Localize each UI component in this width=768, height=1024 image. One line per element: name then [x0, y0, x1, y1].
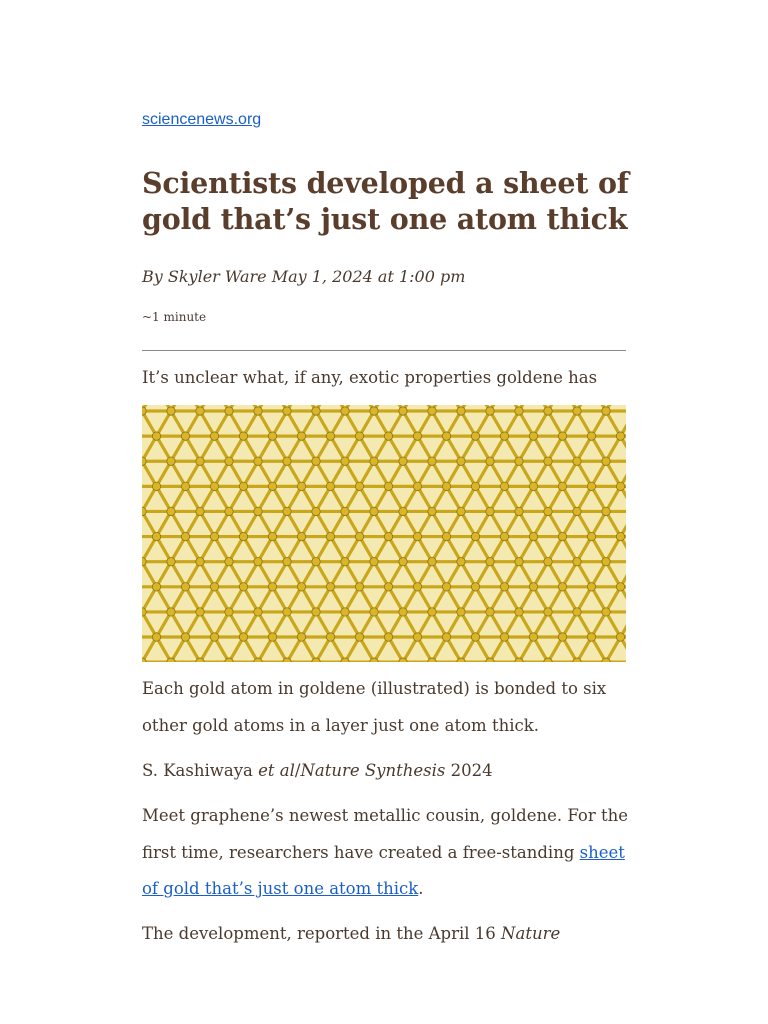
gold-atom — [544, 608, 552, 616]
gold-atom — [355, 532, 363, 540]
gold-atom — [326, 482, 334, 490]
gold-atom — [573, 457, 581, 465]
credit-year: 2024 — [445, 761, 493, 780]
gold-atom — [181, 633, 189, 641]
gold-atom — [196, 557, 204, 565]
gold-atom — [210, 583, 218, 591]
gold-atom — [442, 432, 450, 440]
gold-atom — [602, 507, 610, 515]
gold-atom — [573, 608, 581, 616]
gold-atom — [355, 633, 363, 641]
gold-atom — [196, 457, 204, 465]
gold-atom — [413, 583, 421, 591]
gold-atom — [457, 608, 465, 616]
gold-atom — [196, 507, 204, 515]
article-subhead: It’s unclear what, if any, exotic properties goldene has — [142, 368, 598, 387]
gold-atom — [196, 608, 204, 616]
gold-atom — [442, 583, 450, 591]
gold-atom — [283, 608, 291, 616]
gold-atom — [515, 507, 523, 515]
gold-atom — [515, 608, 523, 616]
gold-atom — [326, 583, 334, 591]
gold-atom — [297, 432, 305, 440]
gold-atom — [181, 583, 189, 591]
gold-atom — [558, 532, 566, 540]
gold-atom — [312, 407, 320, 415]
gold-atom — [254, 507, 262, 515]
gold-atom — [152, 532, 160, 540]
paragraph-2 — [142, 916, 632, 953]
gold-atom — [486, 557, 494, 565]
gold-atom — [587, 482, 595, 490]
gold-atom — [239, 583, 247, 591]
gold-atom — [573, 557, 581, 565]
gold-atom — [529, 532, 537, 540]
gold-atom — [486, 457, 494, 465]
gold-atom — [616, 432, 624, 440]
gold-atom — [486, 608, 494, 616]
gold-atom — [355, 482, 363, 490]
gold-atom — [370, 507, 378, 515]
gold-atom — [486, 407, 494, 415]
gold-atom — [529, 432, 537, 440]
gold-atom — [573, 507, 581, 515]
gold-atom — [544, 407, 552, 415]
gold-atom — [225, 557, 233, 565]
gold-atom — [602, 407, 610, 415]
gold-atom — [326, 432, 334, 440]
article-title: Scientists developed a sheet of gold that’s just one atom thick — [142, 166, 629, 236]
gold-atom — [142, 407, 146, 415]
divider — [142, 350, 626, 351]
credit-journal: Nature Synthesis — [300, 761, 446, 780]
lattice-illustration — [142, 405, 626, 662]
gold-atom — [399, 407, 407, 415]
gold-atom — [602, 557, 610, 565]
gold-atom — [428, 457, 436, 465]
gold-atom — [341, 557, 349, 565]
gold-atom — [210, 432, 218, 440]
gold-atom — [544, 457, 552, 465]
gold-atom — [167, 507, 175, 515]
gold-atom — [500, 633, 508, 641]
gold-atom — [370, 457, 378, 465]
gold-atom — [268, 633, 276, 641]
gold-atom — [384, 432, 392, 440]
gold-atom — [254, 557, 262, 565]
gold-atom — [142, 507, 146, 515]
gold-atom — [587, 432, 595, 440]
gold-atom — [384, 583, 392, 591]
gold-atom — [500, 583, 508, 591]
gold-atom — [167, 457, 175, 465]
gold-atom — [268, 532, 276, 540]
gold-atom — [181, 532, 189, 540]
gold-atom — [210, 482, 218, 490]
gold-atom — [167, 557, 175, 565]
gold-atom — [616, 532, 624, 540]
gold-atom — [399, 507, 407, 515]
gold-atom — [384, 633, 392, 641]
gold-atom — [254, 457, 262, 465]
credit-slash: / — [294, 761, 301, 780]
gold-atom — [297, 633, 305, 641]
gold-atom — [326, 532, 334, 540]
gold-atom — [167, 608, 175, 616]
credit-etal: et al — [258, 761, 295, 780]
gold-atom — [471, 432, 479, 440]
gold-atom — [442, 633, 450, 641]
gold-atom — [500, 482, 508, 490]
gold-atom — [167, 407, 175, 415]
gold-atom — [471, 633, 479, 641]
gold-atom — [312, 457, 320, 465]
gold-atom — [529, 482, 537, 490]
gold-atom — [602, 457, 610, 465]
gold-atom — [225, 407, 233, 415]
image-caption: Each gold atom in goldene (illustrated) is bonded to six other gold atoms in a layer just one atom thick. — [142, 679, 607, 735]
paragraph-2-italic: Nature — [501, 924, 561, 943]
gold-atom — [355, 583, 363, 591]
gold-atom — [558, 482, 566, 490]
gold-atom — [413, 532, 421, 540]
gold-atom — [239, 432, 247, 440]
gold-atom — [558, 633, 566, 641]
gold-atom — [413, 482, 421, 490]
gold-atom — [312, 608, 320, 616]
gold-atom — [355, 432, 363, 440]
gold-atom — [152, 583, 160, 591]
gold-atom — [587, 532, 595, 540]
gold-atom — [225, 457, 233, 465]
gold-atom — [486, 507, 494, 515]
gold-atom — [341, 608, 349, 616]
gold-atom — [210, 633, 218, 641]
gold-atom — [500, 432, 508, 440]
gold-atom — [399, 557, 407, 565]
gold-atom — [428, 507, 436, 515]
gold-atom — [326, 633, 334, 641]
gold-atom — [616, 583, 624, 591]
source-link[interactable]: sciencenews.org — [142, 111, 262, 128]
gold-atom — [384, 482, 392, 490]
gold-atom — [558, 432, 566, 440]
article-byline: By Skyler Ware May 1, 2024 at 1:00 pm — [142, 267, 466, 286]
gold-atom — [312, 507, 320, 515]
gold-atom — [268, 583, 276, 591]
gold-atom — [457, 457, 465, 465]
gold-atom — [384, 532, 392, 540]
gold-atom — [573, 407, 581, 415]
gold-atom — [529, 583, 537, 591]
gold-atom — [616, 482, 624, 490]
gold-atom — [297, 482, 305, 490]
gold-atom — [152, 432, 160, 440]
paragraph-2-text: The development, reported in the April 16 — [142, 924, 502, 943]
gold-atom — [210, 532, 218, 540]
credit-name: S. Kashiwaya — [142, 761, 259, 780]
gold-atom — [471, 532, 479, 540]
gold-atom — [297, 532, 305, 540]
gold-atom — [587, 633, 595, 641]
gold-atom — [515, 557, 523, 565]
gold-atom — [225, 608, 233, 616]
gold-atom — [602, 608, 610, 616]
gold-atom — [196, 407, 204, 415]
gold-atom — [457, 407, 465, 415]
gold-atom — [142, 557, 146, 565]
gold-atom — [283, 507, 291, 515]
gold-atom — [558, 583, 566, 591]
goldene-sheet-link[interactable]: sheet of gold that’s just one atom thick — [142, 842, 625, 898]
gold-atom — [268, 482, 276, 490]
gold-atom — [399, 457, 407, 465]
gold-atom — [370, 557, 378, 565]
gold-atom — [225, 507, 233, 515]
gold-atom — [616, 633, 624, 641]
paragraph-1-end: . — [418, 879, 424, 898]
gold-atom — [442, 482, 450, 490]
gold-atom — [413, 432, 421, 440]
gold-atom — [428, 407, 436, 415]
gold-atom — [283, 457, 291, 465]
gold-atom — [471, 482, 479, 490]
gold-atom — [515, 457, 523, 465]
gold-atom — [181, 432, 189, 440]
gold-atom — [457, 557, 465, 565]
gold-atom — [413, 633, 421, 641]
gold-atom — [142, 457, 146, 465]
gold-atom — [529, 633, 537, 641]
gold-atom — [239, 482, 247, 490]
gold-atom — [399, 608, 407, 616]
gold-atom — [442, 532, 450, 540]
gold-atom — [341, 507, 349, 515]
paragraph-1-text: Meet graphene’s newest metallic cousin, goldene. For the first time, researchers have created a free-standing — [142, 806, 628, 862]
gold-atom — [297, 583, 305, 591]
gold-atom — [500, 532, 508, 540]
gold-atom — [283, 407, 291, 415]
gold-atom — [587, 583, 595, 591]
gold-atom — [370, 608, 378, 616]
gold-atom — [341, 407, 349, 415]
gold-atom — [254, 407, 262, 415]
gold-atom — [268, 432, 276, 440]
gold-atom — [142, 608, 146, 616]
image-credit — [142, 753, 632, 790]
gold-atom — [544, 557, 552, 565]
gold-atom — [341, 457, 349, 465]
gold-atom — [312, 557, 320, 565]
gold-atom — [457, 507, 465, 515]
read-time: ~1 minute — [142, 310, 207, 324]
gold-atom — [428, 557, 436, 565]
gold-atom — [544, 507, 552, 515]
gold-atom — [283, 557, 291, 565]
gold-atom — [254, 608, 262, 616]
gold-atom — [370, 407, 378, 415]
gold-atom — [239, 532, 247, 540]
paragraph-1 — [142, 798, 632, 908]
gold-atom — [471, 583, 479, 591]
gold-atom — [152, 482, 160, 490]
gold-atom — [428, 608, 436, 616]
gold-atom — [515, 407, 523, 415]
gold-atom — [152, 633, 160, 641]
gold-atom — [239, 633, 247, 641]
gold-atom — [181, 482, 189, 490]
goldene-lattice-image — [142, 405, 626, 662]
